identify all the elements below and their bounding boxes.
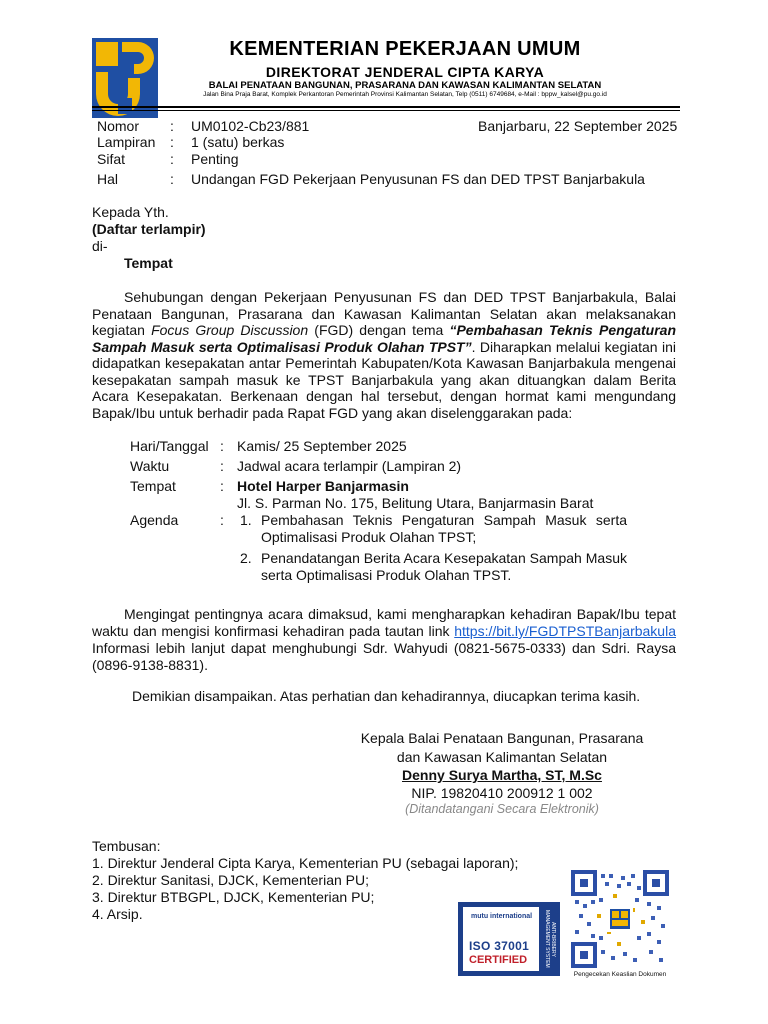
cc-item: 2. Direktur Sanitasi, DJCK, Kementerian PU; bbox=[92, 872, 369, 888]
hal-value: Undangan FGD Pekerjaan Penyusunan FS dan DED TPST Banjarbakula bbox=[191, 171, 645, 187]
agenda-item-number: 1. bbox=[240, 512, 252, 528]
fgd-theme: “Pembahasan Teknis Pengaturan Sampah Masuk serta Optimalisasi Produk Olahan TPST” bbox=[92, 322, 676, 355]
signatory-title-2: dan Kawasan Kalimantan Selatan bbox=[396, 749, 608, 765]
hal-colon: : bbox=[170, 171, 174, 187]
lampiran-label: Lampiran bbox=[97, 134, 156, 150]
addressee-greeting: Kepada Yth. bbox=[92, 204, 169, 220]
time-value: Jadwal acara terlampir (Lampiran 2) bbox=[237, 458, 462, 474]
time-label: Waktu bbox=[130, 458, 170, 474]
agenda-item-text: Pembahasan Teknis Pengaturan Sampah Masuk serta Optimalisasi Produk Olahan TPST; bbox=[261, 512, 627, 545]
closing-text-2: Informasi lebih lanjut dapat menghubungi Sdr. Wahyudi (0821-5675-0333) dan Sdri. Raysa (0896-9138-8831). bbox=[92, 640, 676, 673]
lampiran-value: 1 (satu) berkas bbox=[191, 134, 285, 150]
addressee-di: di- bbox=[92, 238, 108, 254]
date-value: Kamis/ 25 September 2025 bbox=[237, 438, 407, 454]
signatory-title-1: Kepala Balai Penataan Bangunan, Prasarana bbox=[360, 730, 644, 746]
venue-address: Jl. S. Parman No. 175, Belitung Utara, Banjarmasin Barat bbox=[237, 495, 594, 511]
cc-item: 4. Arsip. bbox=[92, 906, 143, 922]
time-colon: : bbox=[220, 458, 224, 474]
letterhead-rule bbox=[92, 106, 680, 108]
iso-number: ISO 37001 bbox=[469, 939, 530, 953]
venue-label: Tempat bbox=[130, 478, 176, 494]
qr-caption: Pengecekan Keaslian Dokumen bbox=[573, 971, 667, 978]
office-address: Jalan Bina Praja Barat, Komplek Perkantoran Pemerintah Provinsi Kalimantan Selatan, Telp (0511) 6749684, e-Mail : bppw_kalsel@pu.go.id bbox=[203, 91, 607, 98]
confirmation-link[interactable]: https://bit.ly/FGDTPSTBanjarbakula bbox=[454, 623, 676, 639]
cc-item: 3. Direktur BTBGPL, DJCK, Kementerian PU; bbox=[92, 889, 375, 905]
closing-text-1: Mengingat pentingnya acara dimaksud, kami mengharapkan kehadiran Bapak/Ibu tepat waktu dan mengisi konfirmasi kehadiran pada tautan link bbox=[92, 606, 676, 639]
addressee-list: (Daftar terlampir) bbox=[92, 221, 206, 237]
iso-certification-badge bbox=[458, 902, 560, 976]
electronic-signature-note: (Ditandatangani Secara Elektronik) bbox=[405, 802, 599, 816]
agenda-item-text: Penandatangan Berita Acara Kesepakatan Sampah Masuk serta Optimalisasi Produk Olahan TPST. bbox=[261, 550, 627, 583]
date-label: Hari/Tanggal bbox=[130, 438, 209, 454]
iso-brand: mutu international bbox=[471, 913, 533, 920]
body-text-3: . Diharapkan melalui kegiatan ini didapatkan kesepakatan antar Pemerintah Kabupaten/Kota Kawasan Banjarbakula mengenai kesepakatan sampah masuk ke TPST Banjarbakula yang akan dituangkan dalam Berita Acara Kesepakatan. Berkenaan dengan hal tersebut, dengan hormat kami mengundang Bapak/Ibu untuk berhadir pada Rapat FGD yang akan diselenggarakan pada: bbox=[92, 338, 676, 421]
hal-label: Hal bbox=[97, 171, 119, 187]
signatory-nip: NIP. 19820410 200912 1 002 bbox=[411, 785, 593, 801]
closing-thanks: Demikian disampaikan. Atas perhatian dan kehadirannya, diucapkan terima kasih. bbox=[132, 688, 641, 704]
agenda-colon: : bbox=[220, 512, 224, 528]
agenda-label: Agenda bbox=[130, 512, 179, 528]
office-name: BALAI PENATAAN BANGUNAN, PRASARANA DAN KAWASAN KALIMANTAN SELATAN bbox=[208, 80, 602, 91]
directorate-name: DIREKTORAT JENDERAL CIPTA KARYA bbox=[265, 64, 545, 80]
nomor-value: UM0102-Cb23/881 bbox=[191, 118, 310, 134]
cc-heading: Tembusan: bbox=[92, 838, 161, 854]
body-paragraph bbox=[92, 289, 676, 421]
iso-badge-panel bbox=[463, 907, 539, 971]
sifat-value: Penting bbox=[191, 151, 239, 167]
signatory-name: Denny Surya Martha, ST, M.Sc bbox=[402, 767, 602, 783]
closing-paragraph bbox=[92, 606, 676, 674]
date-colon: : bbox=[220, 438, 224, 454]
sifat-colon: : bbox=[170, 151, 174, 167]
lampiran-colon: : bbox=[170, 134, 174, 150]
iso-side-text: ANTI-BRIBERY MANAGEMENT SYSTEM bbox=[544, 910, 556, 968]
sifat-label: Sifat bbox=[97, 151, 126, 167]
venue-name: Hotel Harper Banjarmasin bbox=[237, 478, 409, 494]
nomor-colon: : bbox=[170, 118, 174, 134]
body-text-1: Sehubungan dengan Pekerjaan Penyusunan FS dan DED TPST Banjarbakula, Balai Penataan Bangunan, Prasarana dan Kawasan Kalimantan Selatan akan melaksanakan kegiatan bbox=[92, 289, 676, 338]
ministry-name: KEMENTERIAN PEKERJAAN UMUM bbox=[229, 38, 581, 60]
cc-item: 1. Direktur Jenderal Cipta Karya, Kementerian PU (sebagai laporan); bbox=[92, 855, 519, 871]
body-emphasis: Focus Group Discussion bbox=[151, 322, 309, 338]
qr-code-icon[interactable] bbox=[571, 870, 669, 968]
venue-colon: : bbox=[220, 478, 224, 494]
iso-certified: CERTIFIED bbox=[469, 954, 528, 966]
place-date: Banjarbaru, 22 September 2025 bbox=[478, 118, 678, 134]
body-text-2: (FGD) dengan tema bbox=[308, 322, 450, 338]
addressee-place: Tempat bbox=[124, 255, 173, 271]
agenda-item-number: 2. bbox=[240, 550, 252, 566]
nomor-label: Nomor bbox=[97, 118, 140, 134]
letterhead-rule-thin bbox=[92, 110, 680, 111]
